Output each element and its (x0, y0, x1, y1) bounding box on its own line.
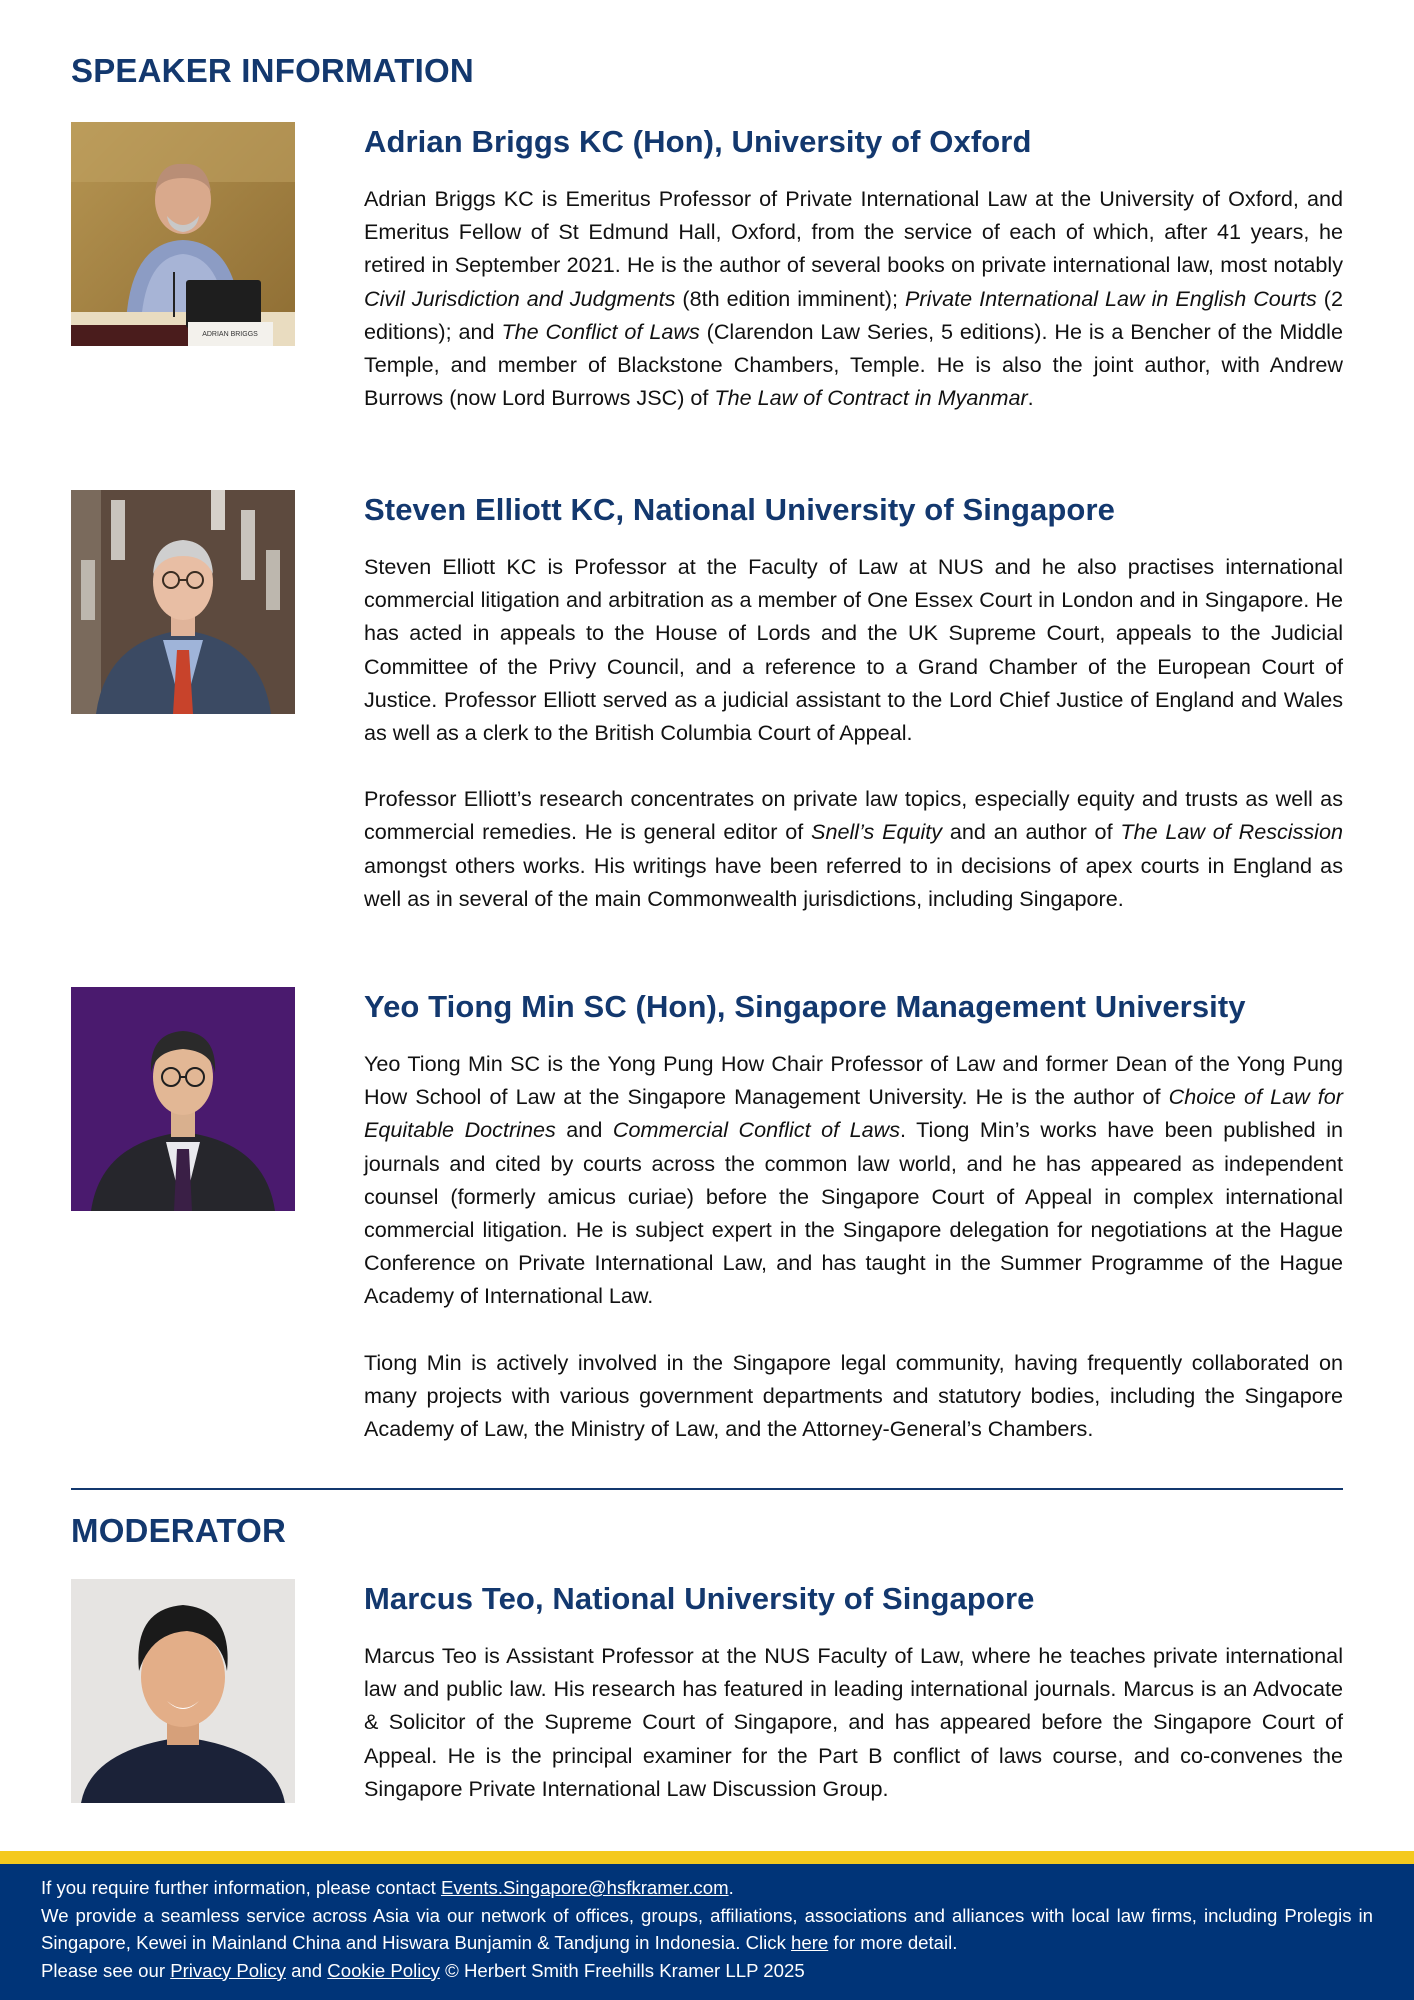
bio-text: amongst others works. His writings have been referred to in decisions of apex courts in England as well as in several of the main Commonwealth jurisdictions, including Singapore. (364, 852, 1343, 911)
speaker-paragraphs (364, 550, 1343, 915)
bio-paragraph (364, 182, 1343, 414)
speaker-name: Adrian Briggs KC (Hon), University of Oxford (364, 124, 1032, 159)
moderator-name: Marcus Teo, National University of Singapore (364, 1581, 1035, 1616)
bio-paragraph (364, 550, 1343, 749)
moderator-photo-teo (71, 1579, 295, 1803)
footer-contact-line (41, 1874, 1373, 1902)
footer-policy-text: Please see our (41, 1959, 171, 1981)
footer-network-suffix: for more detail. (828, 1932, 958, 1953)
book-title: Civil Jurisdiction and Judgments (364, 285, 676, 311)
speaker-bio-elliott (364, 492, 1343, 915)
speaker-information-heading: SPEAKER INFORMATION (71, 52, 474, 89)
bio-text: Yeo Tiong Min SC is the Yong Pung How Chair Professor of Law and former Dean of the Yong Pung How School of Law at the Singapore Management University. He is the author of (364, 1051, 1343, 1110)
speaker-bio-briggs (364, 124, 1343, 414)
footer (0, 1864, 1414, 2000)
bio-paragraph (364, 1047, 1343, 1313)
book-title: The Law of Contract in Myanmar (714, 385, 1028, 411)
speaker-name: Steven Elliott KC, National University of Singapore (364, 492, 1115, 527)
book-title: Snell’s Equity (811, 819, 943, 845)
email-link[interactable]: Events.Singapore@hsfkramer.com (440, 1877, 729, 1898)
bio-paragraph (364, 1346, 1343, 1446)
bio-text: (8th edition imminent); (675, 285, 905, 311)
speaker-paragraphs (364, 182, 1343, 414)
footer-contact-text: If you require further information, please contact (41, 1877, 441, 1898)
footer-accent-strip (0, 1851, 1414, 1864)
copyright-text: © Herbert Smith Freehills Kramer LLP 2025 (439, 1959, 805, 1981)
speaker-bio-yeo (364, 989, 1343, 1445)
speaker-photo-yeo (71, 987, 295, 1211)
bio-text: . (1027, 385, 1034, 411)
speaker-paragraphs (364, 1047, 1343, 1445)
bio-text: Tiong Min is actively involved in the Singapore legal community, having frequently collaborated on many projects with various government departments and statutory bodies, including the Singapore Academy of Law, the Ministry of Law, and the Attorney-General’s Chambers. (364, 1349, 1343, 1442)
bio-paragraph (364, 782, 1343, 915)
moderator-bio-teo (364, 1581, 1343, 1805)
moderator-heading: MODERATOR (71, 1512, 287, 1549)
privacy-policy-link[interactable]: Privacy Policy (170, 1959, 286, 1981)
footer-network-text: We provide a seamless service across Asia via our network of offices, groups, affiliations, associations and alliances with local law firms, including Prolegis in Singapore, Kewei in Mainland China and Hiswara Bunjamin & Tandjung in Indonesia. Click (41, 1904, 1373, 1953)
book-title: Private International Law in English Courts (904, 285, 1317, 311)
bio-text: (2 editions); and (364, 285, 1343, 344)
bio-text: . Tiong Min’s works have been published in journals and cited by courts across the common law world, and he has appeared as independent counsel (formerly amicus curiae) before the Singapore Court of Appeal in complex international commercial litigation. He is subject expert in the Singapore delegation for negotiations at the Hague Conference on Private International Law, and has taught in the Summer Programme of the Hague Academy of International Law. (364, 1117, 1344, 1309)
book-title: The Law of Rescission (1120, 819, 1344, 845)
bio-text: and (555, 1117, 613, 1143)
book-title: The Conflict of Laws (501, 318, 700, 344)
bio-text: Adrian Briggs KC is Emeritus Professor of Private International Law at the University of Oxford, and Emeritus Fellow of St Edmund Hall, Oxford, from the service of each of which, after 41 years, he retired in September 2021. He is the author of several books on private international law, most notably (364, 186, 1343, 278)
speaker-name: Yeo Tiong Min SC (Hon), Singapore Management University (364, 989, 1246, 1024)
book-title: Commercial Conflict of Laws (612, 1117, 901, 1143)
bio-text: Marcus Teo is Assistant Professor at the NUS Faculty of Law, where he teaches private international law and public law. His research has featured in leading international journals. Marcus is an Advocate & Solicitor of the Supreme Court of Singapore, and has appeared before the Singapore Court of Appeal. He is the principal examiner for the Part B conflict of laws course, and co-convenes the Singapore Private International Law Discussion Group. (364, 1643, 1343, 1801)
bio-text: and an author of (942, 819, 1121, 845)
speaker-photo-elliott (71, 490, 295, 714)
speaker-photo-briggs (71, 122, 295, 346)
bio-paragraph (364, 1639, 1343, 1805)
cookie-policy-link[interactable]: Cookie Policy (327, 1959, 440, 1981)
moderator-paragraphs (364, 1639, 1343, 1805)
bio-text: Professor Elliott’s research concentrates on private law topics, especially equity and trusts as well as commercial remedies. He is general editor of (364, 786, 1343, 845)
bio-text: Steven Elliott KC is Professor at the Faculty of Law at NUS and he also practises international commercial litigation and arbitration as a member of One Essex Court in London and in Singapore. He has acted in appeals to the House of Lords and the UK Supreme Court, appeals to the Judicial Committee of the Privy Council, and a reference to a Grand Chamber of the European Court of Justice. Professor Elliott served as a judicial assistant to the Lord Chief Justice of England and Wales as well as a clerk to the British Columbia Court of Appeal. (364, 554, 1343, 746)
footer-network-line (41, 1902, 1373, 1957)
section-divider (71, 1488, 1343, 1490)
name-card-text: ADRIAN BRIGGS (202, 331, 258, 338)
book-title: Choice of Law for Equitable Doctrines (364, 1084, 1343, 1143)
bio-text: (Clarendon Law Series, 5 editions). He is a Bencher of the Middle Temple, and member of Blackstone Chambers, Temple. He is also the joint author, with Andrew Burrows (now Lord Burrows JSC) of (364, 318, 1343, 411)
footer-and-text: and (285, 1959, 328, 1981)
footer-contact-suffix: . (728, 1877, 734, 1898)
footer-policy-line (41, 1957, 1373, 1985)
here-link[interactable]: here (791, 1932, 829, 1953)
